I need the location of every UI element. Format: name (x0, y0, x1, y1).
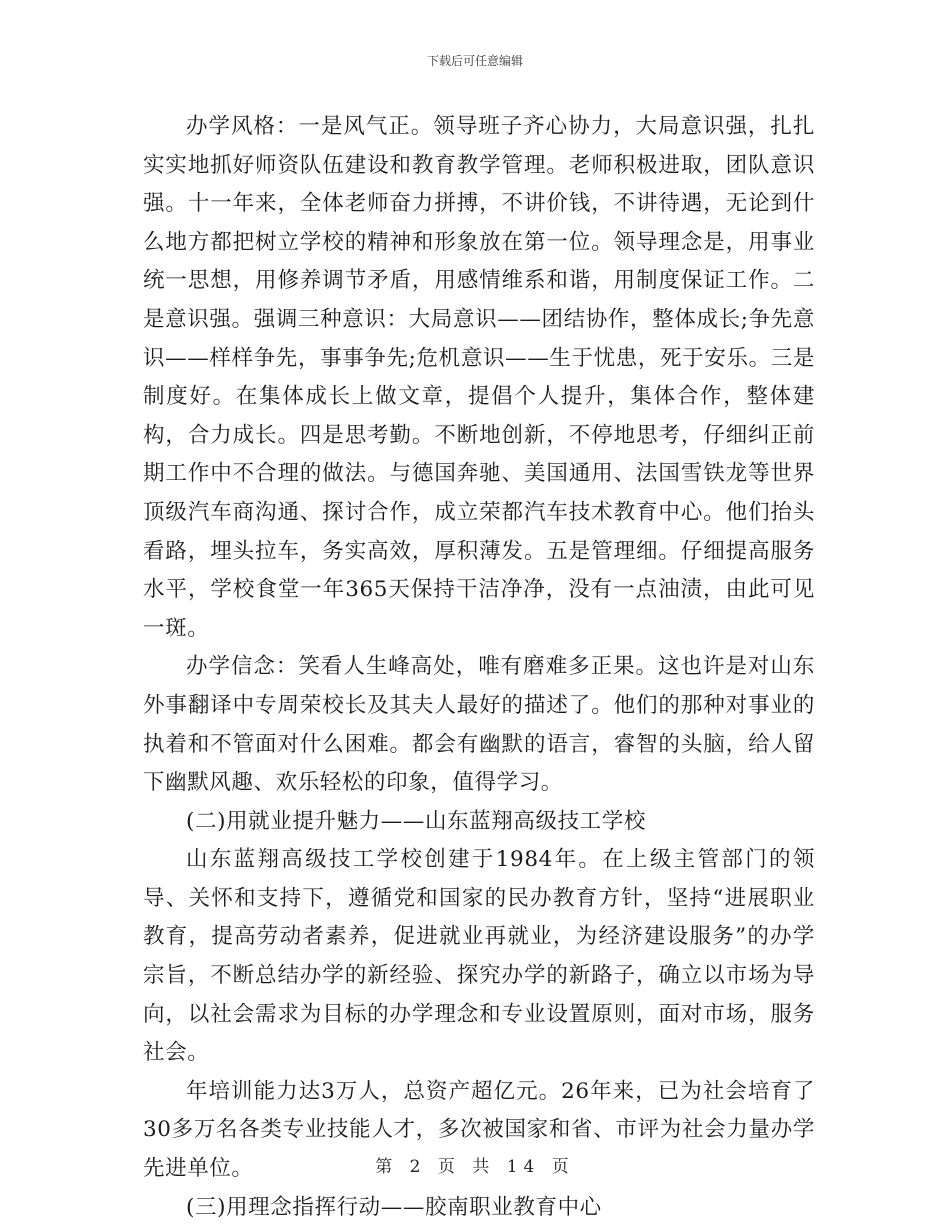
document-body (143, 108, 815, 1227)
header-note: 下载后可任意编辑 (426, 54, 523, 68)
paragraph-style: 办学风格：一是风气正。领导班子齐心协力，大局意识强，扎扎实实地抓好师资队伍建设和教育教学管理。老师积极进取，团队意识强。十一年来，全体老师奋力拼搏，不讲价钱，不讲待遇，无论到什么地方都把树立学校的精神和形象放在第一位。领导理念是，用事业统一思想，用修养调节矛盾，用感情维系和谐，用制度保证工作。二是意识强。强调三种意识：大局意识——团结协作，整体成长;争先意识——样样争先，事事争先;危机意识——生于忧患，死于安乐。三是制度好。在集体成长上做文章，提倡个人提升，集体合作，整体建构，合力成长。四是思考勤。不断地创新，不停地思考，仔细纠正前期工作中不合理的做法。与德国奔驰、美国通用、法国雪铁龙等世界顶级汽车商沟通、探讨合作，成立荣都汽车技术教育中心。他们抬头看路，埋头拉车，务实高效，厚积薄发。五是管理细。仔细提高服务水平，学校食堂一年365天保持干洁净净，没有一点油渍，由此可见一斑。 (143, 114, 815, 641)
paragraph-lanxiang-stats: 年培训能力达3万人，总资产超亿元。26年来，已为社会培育了30多万名各类专业技能人才，多次被国家和省、市评为社会力量办学先进单位。 (143, 1078, 815, 1182)
paragraph-lanxiang-intro: 山东蓝翔高级技工学校创建于1984年。在上级主管部门的领导、关怀和支持下，遵循党和国家的民办教育方针，坚持“进展职业教育，提高劳动者素养，促进就业再就业，为经济建设服务”的办学宗旨，不断总结办学的新经验、探究办学的新路子，确立以市场为导向，以社会需求为目标的办学理念和专业设置原则，面对市场，服务社会。 (143, 847, 815, 1066)
section-heading-3: (三)用理念指挥行动——胶南职业教育中心 (186, 1194, 602, 1220)
paragraph-belief: 办学信念：笑看人生峰高处，唯有磨难多正果。这也许是对山东外事翻译中专周荣校长及其夫人最好的描述了。他们的那种对事业的执着和不管面对什么困难。都会有幽默的语言，睿智的头脑，给人留下幽默风趣、欢乐轻松的印象，值得学习。 (143, 654, 815, 796)
section-heading-2: (二)用就业提升魅力——山东蓝翔高级技工学校 (186, 808, 646, 834)
page-number: 第 2 页 共 14 页 (375, 1157, 575, 1177)
